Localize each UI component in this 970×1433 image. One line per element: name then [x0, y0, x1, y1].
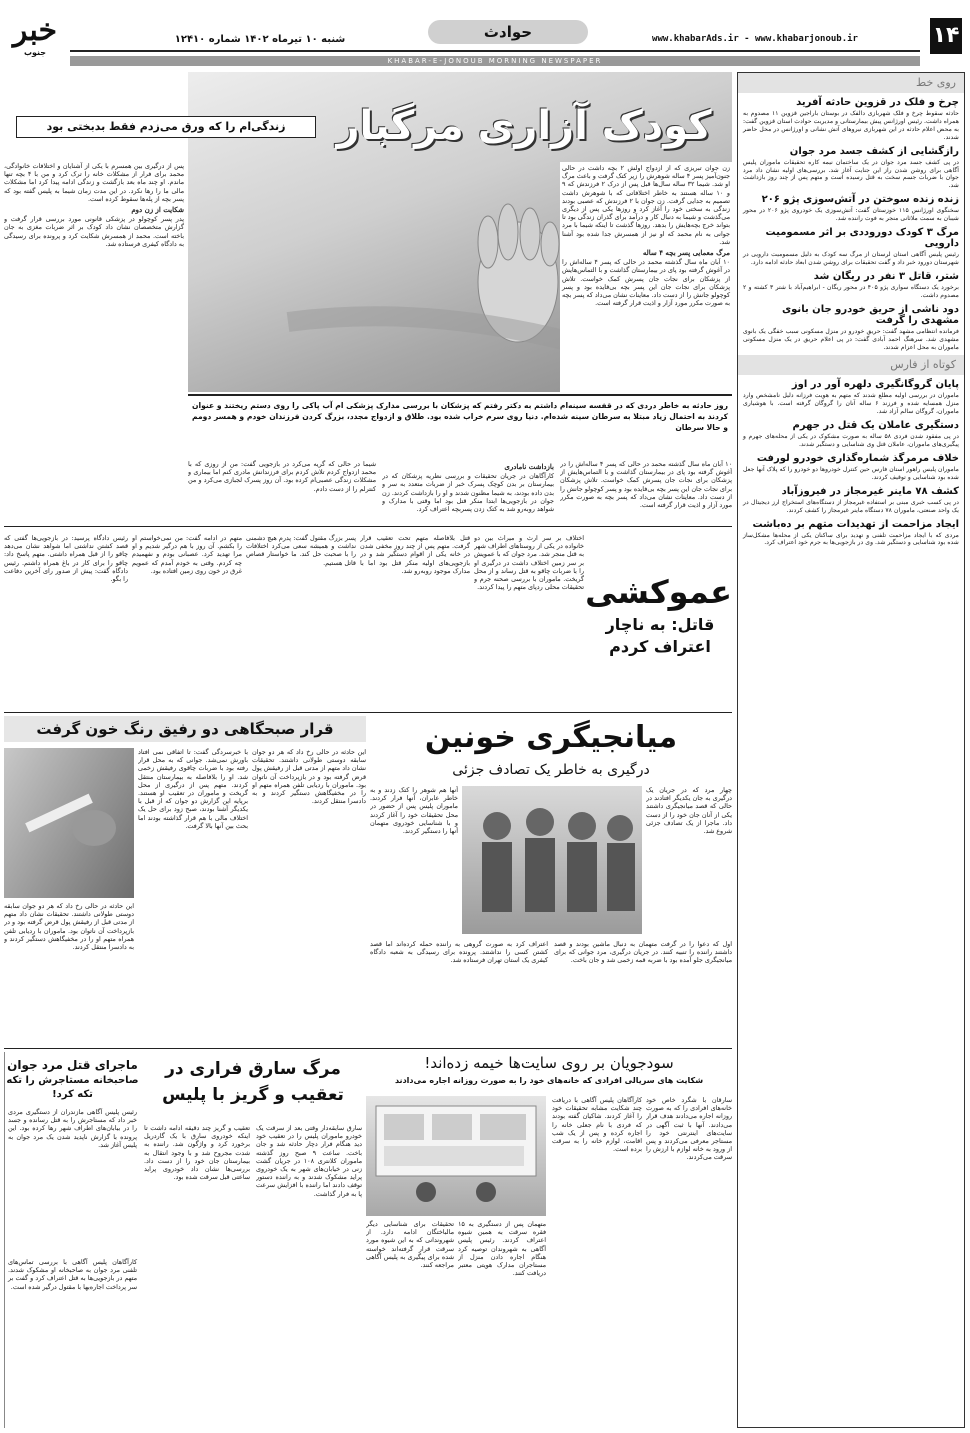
- sites-fraud-col-4: تحقیقات برای شناسایی دیگر مالباختگان ادامه دارد. از شهروندانی که به این شیوه مورد سرقت قرار گرفته‌اند خواسته شده برای پیگیری به پلیس آگاهی مراجعه کنند.: [366, 1220, 454, 1270]
- lead-col2-subhead: بازداشت نامادری: [504, 462, 554, 471]
- lead-col-2: بازداشت نامادری کارآگاهان در جریان تحقیقات و بررسی نظریه پزشکان که در بیمارستان بر بدن کوچک پسرک خبر از ضربات متعدد به سر و بدن داده بودند، به شیما مظنون شدند و او را بازداشت کردند. زن جوان در بازجویی‌ها ابتدا منکر قتل بود اما وقتی با مدارک و شواهد روبه‌رو شد به کتک زدن پسربچه اعتراف کرد.: [382, 462, 554, 514]
- thief-text: سارق سابقه‌دار وقتی بعد از سرقت یک خودرو ماموران پلیس را در تعقیب خود دید هنگام فرار دچار حادثه شد و جان باخت. ساعت ۹ صبح روز گذشته ماموران کلانتری ۱۰۸ در جریان گشت زنی در خیابان‌های شهر به یک خودروی پراید مشکوک شدند و به راننده دستور توقف دادند اما راننده با افزایش سرعت پا به فرار گذاشت.: [256, 1124, 362, 1198]
- lead-col-1: زن جوان تبریزی که از ازدواج اولش ۲ بچه داشت در حالی جنون‌آمیز پسر ۴ ساله شوهرش را زیر کتک گرفت و باعث مرگ او شد. شیما ۳۲ ساله سال‌ها قبل پس از درک ۲ فرزندش که ۹ و ۱۰ ساله هستند به خاطر اختلافاتی که با شوهرش داشت تصمیم به جدایی گرفت. زن جوان با ۲ فرزندش که عصبی بودند زندگی به سختی خود را آغاز کرد و روزها یکی پس از دیگری می‌گذشت و شیما به دنبال کار و درآمد برای گذران زندگی بود تا بتواند خرج بچه‌هایش را بدهد. روزها گذشت تا اینکه شیما با مرد جوانی به نام محمد که او نیز از همسرش جدا شده بود آشنا شد. مرگ معمایی پسر بچه ۴ ساله ۱۰ آبان ماه سال گذشته محمد در حالی که پسر ۴ ساله‌اش را در آغوش گرفته بود پای در بیمارستان گذاشت و با التماس‌هایش از پزشکان برای نجات جان پسرش کمک خواست. تلاش پزشکان برای نجات جان این پسر بچه بی‌فایده بود و پسر کوچولو جانش را از دست داد. معاینات نشان می‌داد که پسر بچه به صورت مکرر مورد آزار و اذیت قرار گرفته است.: [560, 162, 732, 392]
- mediation-story: [370, 716, 732, 1046]
- brief-text: ماموران در بررسی اولیه مطلع شدند که متهم به هویت فرزانه دلیل نامشخص وارد منزل همسایه شده و فرزند ۶ ساله آنان را گروگان گرفته است. با هوشیاری ماموران، گروگان سالم آزاد شد.: [743, 392, 960, 416]
- thief-text-2: تعقیب و گریز چند دقیقه ادامه داشت تا اینکه خودروی سارق با یک گاردریل برخورد کرد و واژگون شد. راننده به شدت مجروح شد و با وجود انتقال به بیمارستان جان خود را از دست داد. بررسی‌ها نشان داد خودروی پراید ساعتی قبل سرقت شده بود.: [144, 1124, 250, 1182]
- brief-text: در پی کسب خبری مبنی بر استفاده غیرمجاز از دستگاه‌های استخراج ارز دیجیتال در یک واحد صنعتی، ماموران ۷۸ دستگاه ماینر غیرمجاز را کشف کردند.: [743, 498, 959, 514]
- mediation-col-3: اول که دعوا را در گرفت متهمان به دنبال ماشین بودند و قصد داشتند راننده را تنبیه کنند. در جریان درگیری، مرد جوانی که برای میانجیگری جلو آمده بود با ضربه قمه زخمی شد و جان باخت.: [554, 940, 732, 965]
- brief-title: پایان گروگانگیری دلهره آور در اوز: [791, 379, 959, 391]
- brief-text: در پی کشف جسد مرد جوان در یک ساختمان نیمه کاره تحقیقات ماموران پلیس آگاهی برای روشن شدن راز این جنایت آغاز شد. بررسی‌های اولیه نشان داد مرد جوان با ضربات جسم سخت به قتل رسیده است و متهم پس از چند روز بازداشت شد.: [743, 158, 959, 190]
- family-col-1: اختلاف بر سر ارث و میراث بین دو خانواده در یکی از روستاهای اطراف شهر به قتل منجر شد. مرد جوان که با عمویش بر سر زمین اختلاف داشت در درگیری او را با ضربات چاقو به قتل رساند و از محل گریخت. ماموران با بررسی صحنه جرم و تحقیقات محلی ردپای متهم را پیدا کردند.: [474, 534, 584, 592]
- brief-item: [743, 227, 959, 267]
- mediation-subhead: درگیری به خاطر یک تصادف جزئی: [452, 762, 650, 778]
- brief-text: ماموران پلیس راهور استان فارس حین کنترل خودروها دو خودرو را که پلاک آنها جعل شده بود شناسایی و توقیف کردند.: [743, 465, 959, 481]
- brief-item: [743, 453, 959, 482]
- thief-headline: مرگ سارق فراری در تعقیب و گریز با پلیس: [162, 1059, 344, 1105]
- family-col-4: متهم در ادامه گفت: من نمی‌خواستم او را بکشم. آن روز با هم درگیر شدیم و او مرا تهدید کرد. عصبانی بودم و نفهمیدم چه کردم. وقتی به خودم آمدم که عمویم غرق در خون روی زمین افتاده بود.: [132, 534, 242, 575]
- dawn-attack-text-2: این حادثه در حالی رخ داد که هر دو جوان سابقه دوستی طولانی داشتند. تحقیقات نشان داد متهم از مدتی قبل از رفیقش پول قرض گرفته بود و در بازپرداخت آن ناتوان بود. ماموران با ردیابی تلفن همراه متهم او را در مخفیگاهش دستگیر کردند و به دادسرا منتقل کردند.: [252, 748, 366, 806]
- sidebar-briefs-1: [738, 97, 964, 351]
- brief-item: [743, 486, 959, 515]
- tenant-subhead: صاحبخانه مستاجرش را تکه تکه کرد!: [6, 1075, 139, 1100]
- brief-text: حادثه سقوط چرخ و فلک شهربازی دالفک در بوستان باراجین قزوین ۱۱ مصدوم به همراه داشت. رئیس اورژانس پیش بیمارستانی و مدیریت حوادث استان قزوین گفت: به محض اعلام حادثه در این شهربازی نیروهای آتش نشانی و اورژانس در محل حاضر شدند.: [743, 110, 959, 141]
- notice-board-illustration: [366, 1096, 546, 1216]
- divider-family: [4, 712, 732, 713]
- dawn-attack-photo: [4, 748, 134, 898]
- suspects-illustration: [462, 786, 642, 934]
- sites-fraud-col-3: متهمان پس از دستگیری به ۱۵ فقره سرقت به همین شیوه اعتراف کردند. رئیس پلیس آگاهی به شهروندان توصیه کرد هنگام اجاره دادن منزل از مستاجران مدارک هویتی معتبر دریافت کنند.: [458, 1220, 546, 1278]
- brief-title: دود ناشی از حریق خودرو جان بانوی مشهدی را گرفت: [782, 303, 959, 326]
- dawn-attack-story: [4, 716, 366, 1046]
- brief-title: رازگشایی از کشف جسد مرد جوان: [789, 145, 959, 157]
- mediation-col-1: چهار مرد که در جریان یک درگیری به جان یکدیگر افتادند در حالی که قصد میانجیگری داشتند یکی از آنان جان خود را از دست داد. ماجرا از یک تصادف جزئی شروع شد.: [646, 786, 732, 836]
- brief-title: شتر، قاتل ۳ نفر در ریگان شد: [813, 270, 959, 282]
- mediation-col-2: آنها هم شوهر را کتک زدند و به خاطر عابران، آنها فرار کردند. ماموران پلیس پس از حضور در محل تحقیقات خود را آغاز کردند و با شناسایی خودروی متهمان آنها را دستگیر کردند.: [370, 786, 458, 836]
- newspaper-logo: [4, 14, 66, 62]
- brief-item: [743, 194, 959, 223]
- brief-title: چرخ و فلک در قزوین حادثه آفرید: [796, 97, 959, 108]
- brief-item: [743, 379, 959, 416]
- brief-title: دستگیری عاملان یک قتل در جهرم: [792, 420, 959, 432]
- sidebar-section2-title: کوتاه از فارس: [738, 355, 964, 375]
- brief-title: زنده زنده سوختن در آتش‌سوزی پژو ۲۰۶: [761, 194, 959, 206]
- brief-text: فرمانده انتظامی مشهد گفت: حریق خودرو در منزل مسکونی سبب خفگی یک بانوی مشهدی شد. سرهنگ احمد آبادی گفت: در پی اعلام حریق در یک منزل مسکونی ماموران به محل اعزام شدند.: [743, 327, 959, 351]
- brief-text: مردی که با ایجاد مزاحمت تلفنی و تهدید برای ساکنان یکی از محله‌ها مشکل‌ساز شده بود شناسایی و دستگیر شد. وی در بازجویی‌ها به جرم خود اعتراف کرد.: [743, 531, 959, 547]
- sites-fraud-headline: سودجویان بر روی سایت‌ها خیمه زده‌اند!: [424, 1054, 674, 1072]
- sites-fraud-col-2: کارآگاهان پلیس آگاهی با دریافت چند شکایت مشابه تحقیقات خود را آغاز کردند. شاکیان گفته بودند که فردی با نام جعلی خانه را اجاره کرده و پس از یک شب اقامت، لوازم خانه را به سرقت برده است.: [552, 1096, 642, 1154]
- lead-col-4: پس از درگیری بین همسرم با یکی از آشنایان و اختلافات خانوادگی، محمد برای فرار از مشکلات خانه را ترک کرد و من با ۴ بچه تنها ماندم. او چند ماه بعد بازگشت و زندگی ادامه پیدا کرد اما مشکلات مالی ما را رها نکرد. در این مدت زمان شیما به پلیس گفته بود که پسر بچه از پله‌ها سقوط کرده است. شکایت از زن دوم پدر پسر کوچولو در پزشکی قانونی مورد بررسی قرار گرفت و گزارش متخصصان نشان داد کودک بر اثر ضربات مغزی به جان باخته است. محمد از همسرش شکایت کرد و پرونده برای رسیدگی به دادگاه کیفری فرستاده شد.: [4, 162, 184, 248]
- logo-subtitle: جنوب: [23, 48, 47, 57]
- brief-title: ایجاد مزاحمت از تهدیدات متهم بر ده‌باشت: [752, 518, 959, 530]
- brief-text: برخورد یک دستگاه سواری پژو ۴۰۵ در محور ریگان - ابراهیم‌آباد با شتر ۳ کشته و ۲ مصدوم داشت.: [743, 283, 959, 299]
- brief-title: خلاف مرمرگذ شماره‌گذاری خودرو لورفت: [756, 452, 959, 464]
- websites: www.khabarAds.ir - www.khabarjonoub.ir: [652, 34, 858, 44]
- sites-fraud-col-1: سارقان با شگرد خاص خود خانه‌های افرادی را که به صورت روزانه اجاره می‌دادند هدف قرار می‌دادند. آنها با ثبت آگهی در سایت‌های اینترنتی خود را مستاجر معرفی می‌کردند و پس از ورود به خانه لوازم با ارزش را سرقت می‌کردند.: [646, 1096, 732, 1162]
- lead-col-3: شیما در حالی که گریه می‌کرد در بازجویی گفت: من از روزی که با محمد ازدواج کردم تلاش کردم برای فرزندانش مادری کنم اما بیماری و مشکلات زندگی عصبی‌ام کرده بود. آن روز پسرک لجبازی می‌کرد و من کنترلم را از دست دادم.: [188, 460, 376, 493]
- family-col-3: پسر بزرگ مقتول گفت: پدرم هیچ دشمنی نداشت و همیشه سعی می‌کرد اختلافات را با صحبت حل کند. ما خواستار قصاص قاتل هستیم.: [246, 534, 356, 567]
- tenant-text: رئیس پلیس آگاهی مازندران از دستگیری مردی خبر داد که مستاجرش را به قتل رسانده و جسد را در بیابان‌های اطراف شهر رها کرده بود. این پرونده با گزارش ناپدید شدن یک مرد جوان به پلیس آغاز شد.: [8, 1108, 137, 1149]
- header-rule: [70, 50, 920, 52]
- family-col-2: قتل بلافاصله متهم تحت تعقیب قرار گرفت. متهم پس از چند روز مخفی شدن در خانه یکی از اقوام دستگیر شد و در بازجویی‌های اولیه منکر قتل بود اما با مدارک موجود روبه‌رو شد.: [360, 534, 470, 575]
- brief-title: مرگ ۳ کودک دوروددی بر اثر مسمومیت دارویی: [765, 227, 959, 250]
- sites-fraud-photo: [366, 1096, 546, 1216]
- thief-story: [144, 1052, 362, 1428]
- lead-story: [4, 72, 732, 522]
- brief-item: [743, 519, 959, 548]
- brief-title: کشف ۷۸ ماینر غیرمجاز در فیروزآباد: [781, 485, 959, 497]
- sites-fraud-story: [366, 1052, 732, 1428]
- dawn-attack-text-3: این حادثه در حالی رخ داد که هر دو جوان سابقه دوستی طولانی داشتند. تحقیقات نشان داد متهم از مدتی قبل از رفیقش پول قرض گرفته بود و در بازپرداخت آن ناتوان بود. ماموران با ردیابی تلفن همراه متهم او را در مخفیگاهش دستگیر کردند و به دادسرا منتقل کردند.: [4, 902, 134, 952]
- family-col-5: رئیس دادگاه پرسید: در بازجویی‌ها گفتی که قصد کشتن نداشتی اما شواهد نشان می‌دهد چاقو را از قبل همراه داشتی. متهم پاسخ داد: چاقو را برای کار در باغ همراه داشتم. رئیس دادگاه گفت: پیش از صدور رای آخرین دفاعت را بگو.: [4, 534, 128, 584]
- brief-text: رئیس پلیس آگاهی استان لرستان از مرگ سه کودک به دلیل مسمومیت دارویی در شهرستان دورود خبر داد و گفت تحقیقات برای روشن شدن ابعاد حادثه ادامه دارد.: [743, 251, 959, 266]
- masthead: [0, 0, 970, 70]
- divider-lead: [4, 526, 732, 527]
- brief-item: [743, 304, 959, 352]
- lead-col1-subhead: مرگ معمایی پسر بچه ۴ ساله: [642, 248, 730, 258]
- logo-wordmark: خبر: [12, 13, 58, 48]
- brief-item: [743, 146, 959, 191]
- mediation-headline: میانجیگری خونین: [424, 720, 678, 755]
- family-murder-headline: عموکشی: [585, 573, 732, 611]
- brief-text: در پی مفقود شدن فردی ۵۸ ساله به صورت مشکوک در یکی از محله‌های جهرم و پیگیری‌های ماموران، عاملان قتل وی شناسایی و دستگیر شدند.: [743, 433, 959, 449]
- issue-date: شنبه ۱۰ تیرماه ۱۴۰۲ شماره ۱۲۴۱۰: [174, 34, 346, 45]
- lead-summary: روز حادثه به خاطر دردی که در قفسه سینه‌ام داشتم به دکتر رفتم که پزشکان با بررسی مدارک پزشکی ام آب پاکی را روی دستم ریختند و عنوان کردند به احتمال زیاد مبتلا به سرطان سینه شده‌ام. دنیا روی سرم خراب شده بود. طلاق و ازدواج مجدد، بزرگ کردن فرزندان خودم و همسر دومم و حالا سرطان: [188, 394, 732, 456]
- tagline-bar: KHABAR-E-JONOUB MORNING NEWSPAPER: [70, 56, 920, 66]
- brief-text: سخنگوی اورژانس ۱۱۵ خوزستان گفت: آتش‌سوزی یک خودروی پژو ۲۰۶ در محور شیبان به سمت ملاثانی منجر به فوت راننده شد.: [743, 207, 960, 223]
- mediation-col-4: اعتراف کرد به صورت گروهی به راننده حمله کرده‌اند اما قصد کشتن کسی را نداشتند. پرونده برای رسیدگی به شعبه دادگاه کیفری یک استان تهران فرستاده شد.: [370, 940, 548, 965]
- page-number: ۱۴: [930, 18, 962, 54]
- tenant-text-2: کارآگاهان پلیس آگاهی با بررسی تماس‌های تلفنی مرد جوان به صاحبخانه او مشکوک شدند. متهم در بازجویی‌ها به قتل اعتراف کرد و گفت بر سر پرداخت اجاره‌بها با مقتول درگیر شده است.: [8, 1258, 137, 1291]
- lead-col4-subhead: شکایت از زن دوم: [131, 205, 184, 215]
- knife-hand-illustration: [4, 748, 134, 898]
- family-murder-story: [4, 530, 732, 700]
- brief-item: [743, 420, 959, 449]
- dawn-attack-headline: قرار صبحگاهی دو رفیق رنگ خون گرفت: [4, 716, 366, 742]
- section-title: حوادث: [428, 20, 588, 44]
- sidebar-briefs-2: [738, 379, 964, 547]
- sidebar: [737, 72, 965, 1428]
- lead-headline: کودک آزاری مرگبار: [336, 103, 712, 149]
- mediation-photo: [462, 786, 642, 934]
- dawn-attack-text: با خبرسردگی گفت: تا اتفاقی نمی افتاد باورش نمی‌شد. جوانی که به محل قرار رفته بود با ضربات چاقوی رفیقش زخمی شد. او را بلافاصله به بیمارستان منتقل کردند. متهم پس از درگیری از محل گریخت و ماموران در تعقیب او هستند. برپایه این گزارش دو جوان که از قبل با یکدیگر آشنا بودند، صبح زود برای حل یک اختلاف مالی با هم قرار گذاشته بودند اما بحث بین آنها بالا گرفت.: [138, 748, 248, 830]
- sites-fraud-subhead: شکایت های سریالی افرادی که خانه‌های خود را به صورت روزانه اجاره می‌دادند: [394, 1076, 704, 1085]
- brief-item: [743, 271, 959, 300]
- brief-item: [743, 97, 959, 142]
- sidebar-section1-title: روی خط: [738, 73, 964, 93]
- lead-kicker: زندگی‌ام را که ورق می‌زدم فقط بدبختی بود: [16, 116, 316, 138]
- family-murder-headline-box: [585, 570, 732, 690]
- family-murder-subhead: قاتل: به ناچار اعتراف کردم: [605, 615, 715, 656]
- tenant-headline: ماجرای قتل مرد جوان: [7, 1058, 138, 1072]
- tenant-story: [4, 1052, 140, 1428]
- lead-col-1b: ۱۰ آبان ماه سال گذشته محمد در حالی که پسر ۴ ساله‌اش را در آغوش گرفته بود پای در بیمارستان گذاشت و با التماس‌هایش از پزشکان برای نجات جان پسرش کمک خواست. تلاش پزشکان برای نجات جان این پسر بچه بی‌فایده بود و پسر کوچولو جانش را از دست داد. معاینات نشان می‌داد که پسر بچه به صورت مکرر مورد آزار و اذیت قرار گرفته است.: [560, 460, 732, 510]
- divider-middle: [4, 1048, 732, 1049]
